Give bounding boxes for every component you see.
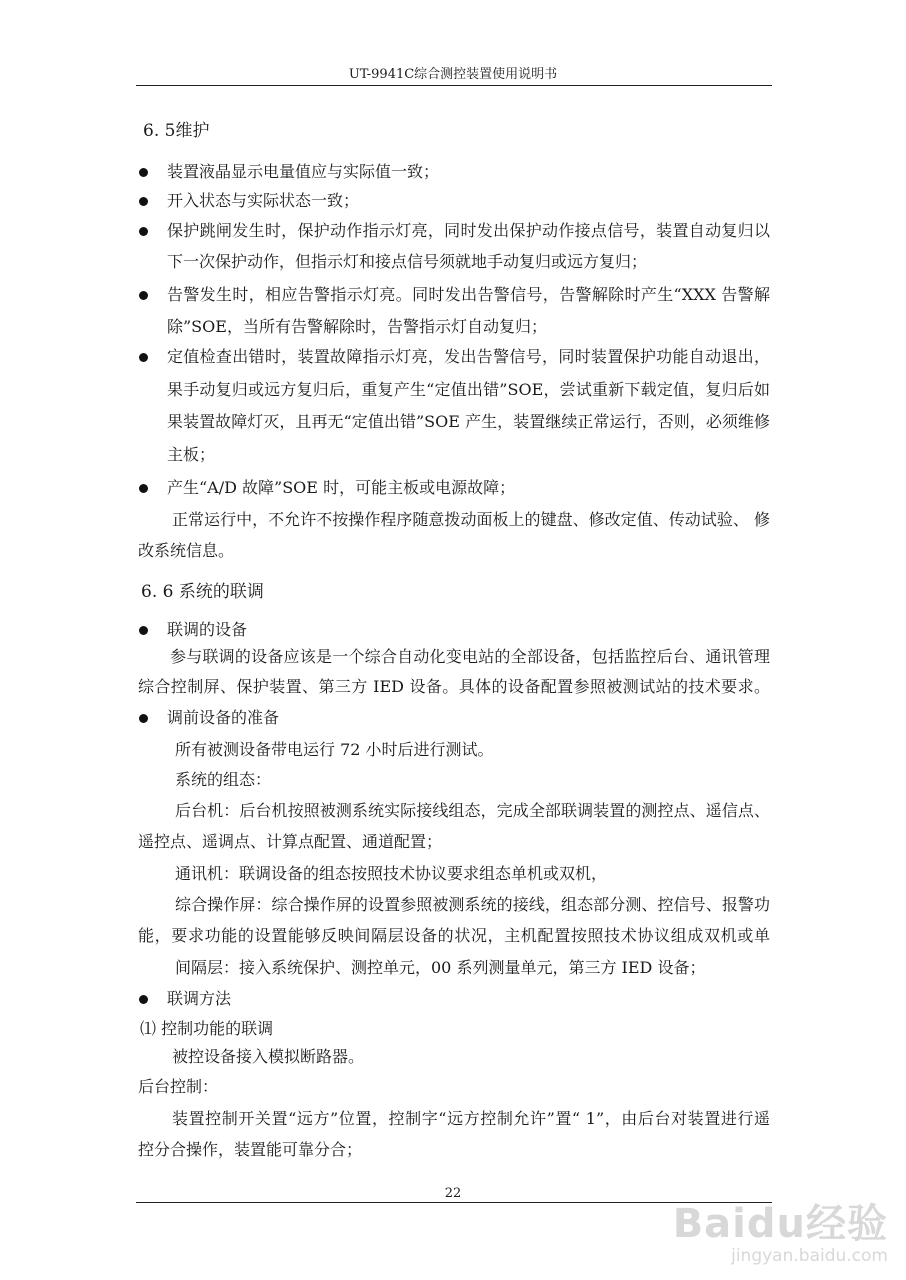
watermark-url: jingyan.baidu.com	[731, 1246, 888, 1266]
list-item: 联调的设备	[167, 620, 248, 639]
paragraph-line: 系统的组态：	[175, 770, 272, 789]
section-heading-6-6: 6. 6 系统的联调	[141, 582, 264, 602]
list-item-line: 除”SOE，当所有告警解除时，告警指示灯自动复归；	[167, 317, 547, 336]
bullet-icon	[139, 197, 148, 206]
list-item: 开入状态与实际状态一致；	[167, 191, 360, 210]
paragraph-line: 间隔层：接入系统保护、测控单元，00 系列测量单元，第三方 IED 设备；	[175, 958, 706, 977]
list-item: 联调方法	[167, 989, 232, 1008]
page-number: 22	[444, 1186, 462, 1201]
paragraph-line: 改系统信息。	[138, 541, 235, 560]
list-item: 装置液晶显示电量值应与实际值一致；	[167, 162, 440, 181]
list-item-line: 下一次保护动作，但指示灯和接点信号须就地手动复归或远方复归；	[167, 252, 648, 271]
header-rule	[136, 85, 772, 86]
watermark-brand: Baidu经验	[672, 1201, 888, 1247]
paragraph-line: 后台控制：	[138, 1077, 219, 1096]
list-item-line: 果装置故障灯灭，且再无“定值出错”SOE 产生，装置继续正常运行，否则，必须维修	[167, 412, 770, 431]
bullet-icon	[139, 484, 148, 493]
paragraph-line: 遥控点、遥调点、计算点配置、通道配置；	[138, 832, 443, 851]
bullet-icon	[139, 227, 148, 236]
paragraph-line: 所有被测设备带电运行 72 小时后进行测试。	[175, 740, 494, 759]
bullet-icon	[139, 291, 148, 300]
running-header: UT-9941C综合测控装置使用说明书	[348, 67, 558, 82]
list-item-line: 告警发生时，相应告警指示灯亮。同时发出告警信号，告警解除时产生“XXX 告警解	[167, 285, 770, 304]
bullet-icon	[139, 353, 148, 362]
numbered-item: ⑴ 控制功能的联调	[140, 1019, 274, 1038]
section-heading-6-5: 6. 5维护	[143, 121, 210, 141]
paragraph-line: 综合操作屏：综合操作屏的设置参照被测系统的接线，组态部分测、控信号、报警功	[175, 895, 770, 914]
paragraph-line: 控分合操作，装置能可靠分合；	[138, 1140, 363, 1159]
bullet-icon	[139, 626, 148, 635]
list-item: 调前设备的准备	[167, 708, 280, 727]
bullet-icon	[139, 168, 148, 177]
list-item-line: 保护跳闸发生时，保护动作指示灯亮，同时发出保护动作接点信号，装置自动复归以	[167, 221, 770, 240]
paragraph-line: 通讯机：联调设备的组态按照技术协议要求组态单机或双机，	[175, 864, 608, 883]
list-item-line: 果手动复归或远方复归后，重复产生“定值出错”SOE，尝试重新下载定值，复归后如	[167, 380, 770, 399]
paragraph-line: 装置控制开关置“远方”位置，控制字“远方控制允许”置“ 1”，由后台对装置进行遥	[172, 1109, 770, 1128]
paragraph-line: 正常运行中，不允许不按操作程序随意拨动面板上的键盘、修改定值、传动试验、 修	[172, 510, 770, 529]
paragraph-line: 被控设备接入模拟断路器。	[172, 1047, 365, 1066]
bullet-icon	[139, 714, 148, 723]
list-item-line: 定值检查出错时，装置故障指示灯亮，发出告警信号，同时装置保护功能自动退出，	[167, 347, 770, 366]
bullet-icon	[139, 995, 148, 1004]
paragraph-line: 后台机：后台机按照被测系统实际接线组态，完成全部联调装置的测控点、遥信点、	[175, 801, 770, 820]
paragraph-line: 综合控制屏、保护装置、第三方 IED 设备。具体的设备配置参照被测试站的技术要求。	[138, 677, 770, 696]
list-item-line: 主板；	[167, 445, 216, 464]
paragraph-line: 能，要求功能的设置能够反映间隔层设备的状况，主机配置按照技术协议组成双机或单	[138, 926, 770, 945]
baidu-watermark	[673, 1202, 888, 1266]
list-item: 产生“A/D 故障”SOE 时，可能主板或电源故障；	[167, 478, 516, 497]
paragraph-line: 参与联调的设备应该是一个综合自动化变电站的全部设备，包括监控后台、通讯管理	[170, 647, 770, 666]
